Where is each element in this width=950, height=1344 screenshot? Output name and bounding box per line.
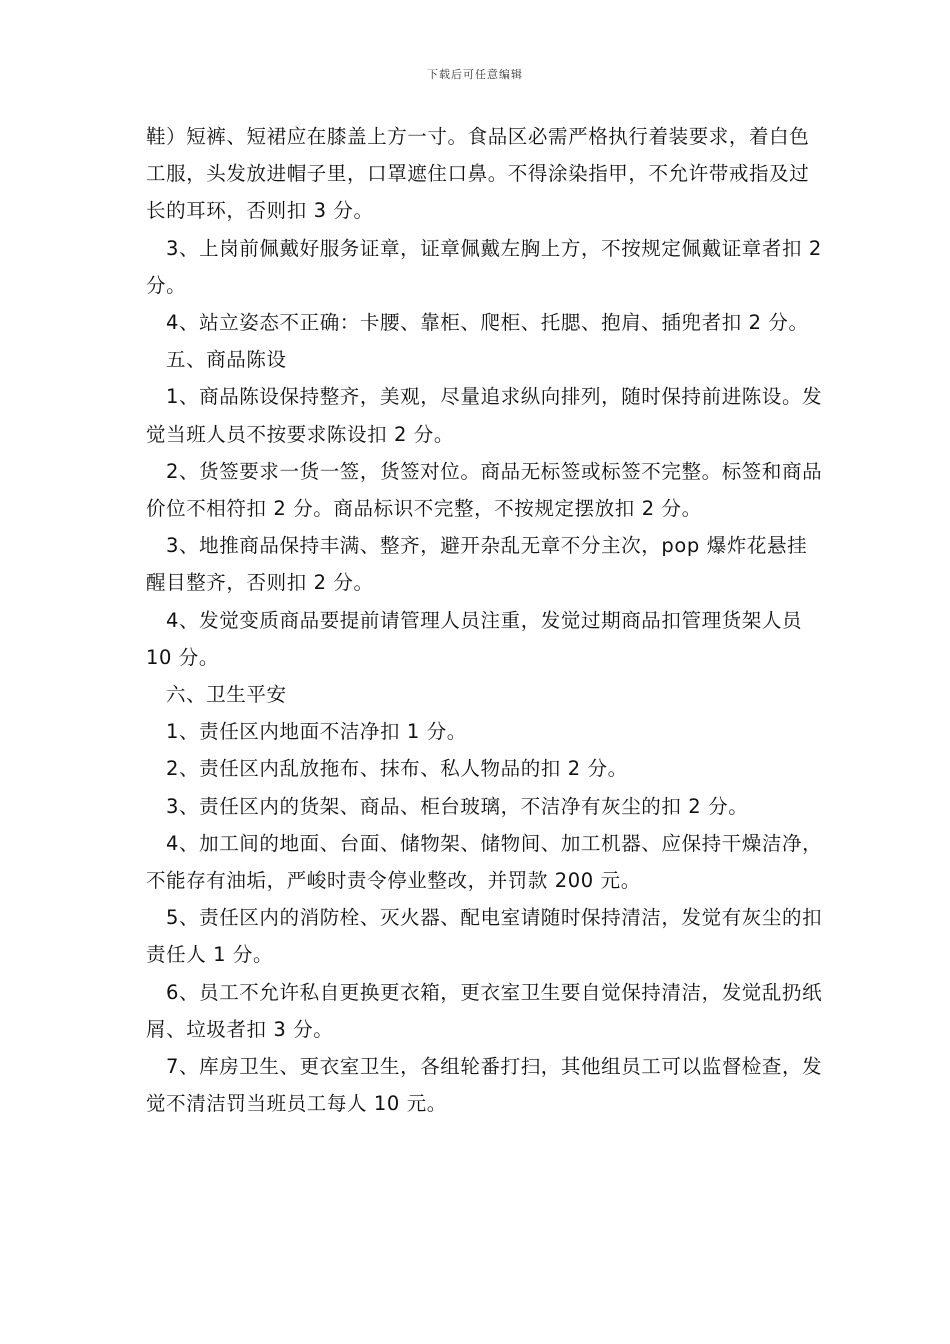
paragraph: 5、责任区内的消防栓、灭火器、配电室请随时保持清洁，发觉有灰尘的扣责任人 1 分。: [146, 906, 823, 967]
paragraph: 3、上岗前佩戴好服务证章，证章佩戴左胸上方，不按规定佩戴证章者扣 2 分。: [146, 236, 822, 297]
paragraph: 6、员工不允许私自更换更衣箱，更衣室卫生要自觉保持清洁，发觉乱扔纸屑、垃圾者扣 3 分。: [146, 980, 823, 1041]
paragraph: 3、地推商品保持丰满、整齐，避开杂乱无章不分主次，pop 爆炸花悬挂醒目整齐，否则扣 2 分。: [146, 534, 808, 595]
paragraph: 7、库房卫生、更衣室卫生，各组轮番打扫，其他组员工可以监督检查，发觉不清洁罚当班员工每人 10 元。: [146, 1055, 823, 1116]
document-body: [146, 118, 826, 1122]
section-heading: 五、商品陈设: [166, 348, 287, 372]
paragraph: 2、货签要求一货一签，货签对位。商品无标签或标签不完整。标签和商品价位不相符扣 2 分。商品标识不完整，不按规定摆放扣 2 分。: [146, 459, 823, 521]
paragraph: 1、商品陈设保持整齐，美观，尽量追求纵向排列，随时保持前进陈设。发觉当班人员不按要求陈设扣 2 分。: [146, 385, 823, 446]
paragraph: 3、责任区内的货架、商品、柜台玻璃，不洁净有灰尘的扣 2 分。: [166, 794, 749, 818]
section-heading: 六、卫生平安: [166, 683, 287, 707]
paragraph: 鞋）短裤、短裙应在膝盖上方一寸。食品区必需严格执行着装要求，着白色工服，头发放进帽子里，口罩遮住口鼻。不得涂染指甲，不允许带戒指及过长的耳环，否则扣 3 分。: [146, 125, 810, 223]
page-header: 下载后可任意编辑: [427, 68, 523, 81]
paragraph: 2、责任区内乱放拖布、抹布、私人物品的扣 2 分。: [166, 757, 628, 781]
paragraph: 4、发觉变质商品要提前请管理人员注重，发觉过期商品扣管理货架人员 10 分。: [146, 608, 803, 669]
paragraph: 4、加工间的地面、台面、储物架、储物间、加工机器、应保持干燥洁净，不能存有油垢，严峻时责令停业整改，并罚款 200 元。: [146, 831, 823, 893]
paragraph: 1、责任区内地面不洁净扣 1 分。: [166, 720, 467, 744]
paragraph: 4、站立姿态不正确：卡腰、靠柜、爬柜、托腮、抱肩、插兜者扣 2 分。: [166, 311, 809, 335]
